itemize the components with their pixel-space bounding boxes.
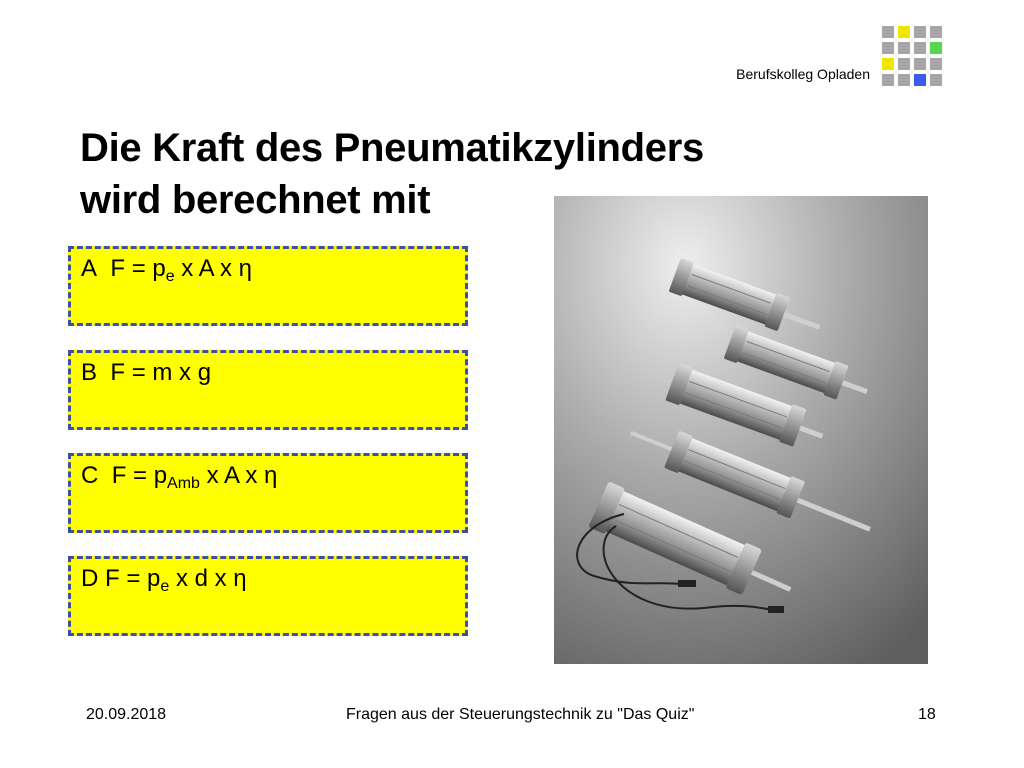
answer-option-d[interactable]: [68, 556, 468, 636]
answer-formula-subscript: e: [165, 268, 175, 285]
answer-option-a[interactable]: [68, 246, 468, 326]
answer-formula-subscript: e: [160, 578, 170, 595]
answer-letter: B: [81, 359, 98, 386]
answer-formula-suffix: x A x η: [174, 255, 253, 282]
title-line-2: wird berechnet mit: [80, 178, 431, 222]
footer-title: Fragen aus der Steuerungstechnik zu "Das Quiz": [346, 706, 695, 723]
answer-option-b[interactable]: [68, 350, 468, 430]
answer-letter: C: [81, 462, 99, 489]
answer-formula-prefix: F = p: [111, 462, 168, 489]
footer-date: 20.09.2018: [86, 706, 167, 723]
answer-formula-suffix: x d x η: [169, 565, 247, 592]
title-line-1: Die Kraft des Pneumatikzylinders: [80, 126, 704, 170]
institution-name: Berufskolleg Opladen: [736, 66, 870, 82]
answer-option-c[interactable]: [68, 453, 468, 533]
answer-formula: F = m x g: [110, 359, 212, 386]
answer-letter: A: [81, 255, 98, 282]
answer-formula-prefix: F = p: [110, 255, 166, 282]
pneumatic-cylinders-photo: [554, 196, 928, 664]
school-logo-icon: [882, 26, 942, 86]
page-number: 18: [918, 706, 936, 723]
answer-formula-subscript: Amb: [167, 475, 200, 492]
answer-formula-suffix: x A x η: [199, 462, 278, 489]
answer-formula-prefix: F = p: [105, 565, 161, 592]
answer-letter: D: [81, 565, 99, 592]
